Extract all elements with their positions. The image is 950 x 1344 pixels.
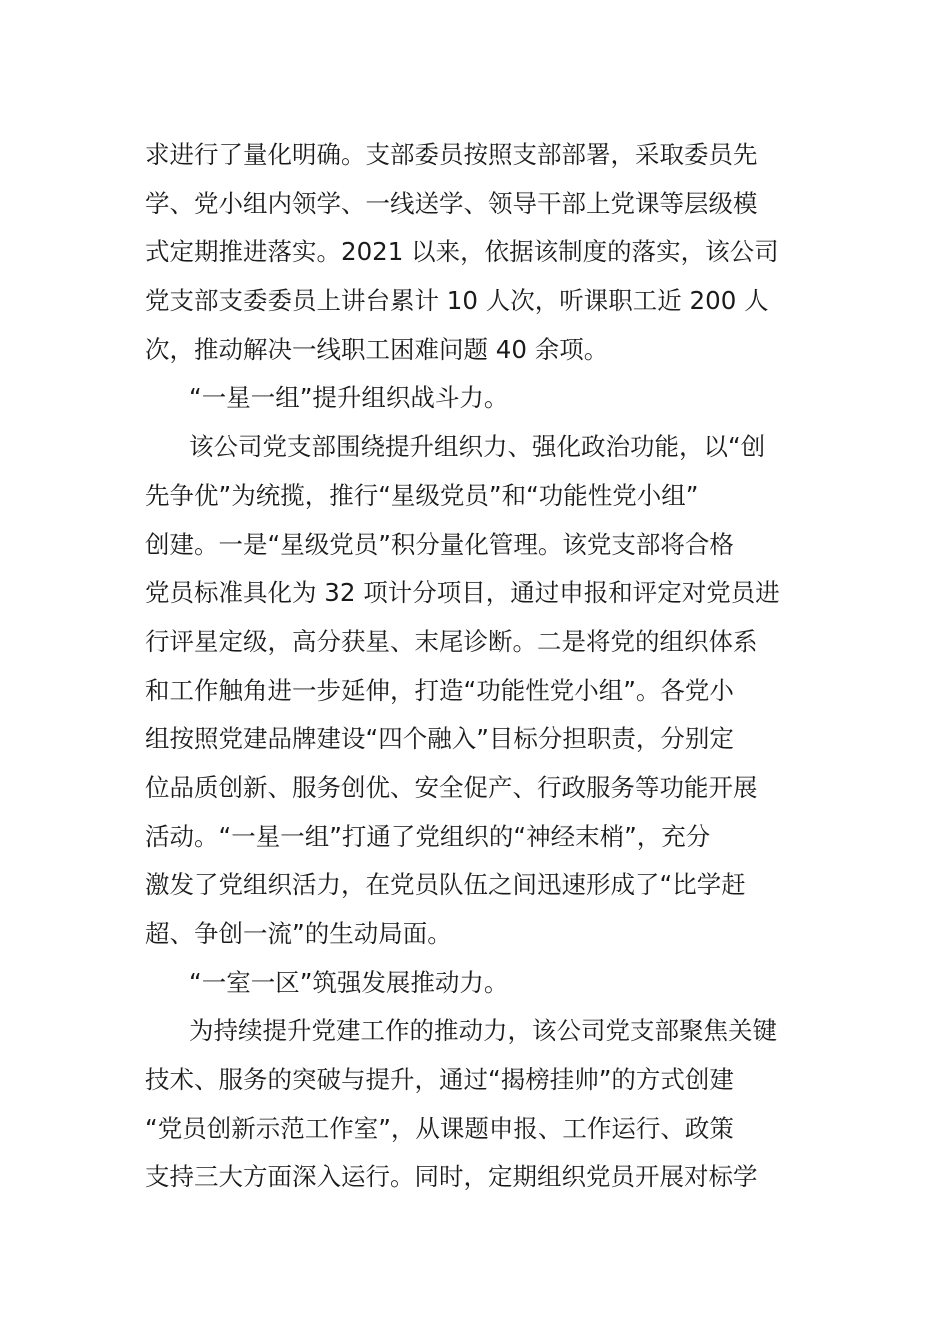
text-line: 求进行了量化明确。支部委员按照支部部署，采取委员先 [145, 140, 758, 169]
text-line: 行评星定级，高分获星、末尾诊断。二是将党的组织体系 [145, 626, 758, 656]
text-line: 次，推动解决一线职工困难问题 40 余项。 [145, 334, 609, 364]
text-line: 支持三大方面深入运行。同时，定期组织党员开展对标学 [145, 1162, 758, 1192]
section-heading: “一星一组”提升组织战斗力。 [189, 383, 509, 413]
text-line: 位品质创新、服务创优、安全促产、行政服务等功能开展 [145, 772, 758, 802]
paragraph-start: 该公司党支部围绕提升组织力、强化政治功能，以“创 [189, 432, 766, 462]
body-text [145, 131, 810, 1202]
paragraph-start: 为持续提升党建工作的推动力，该公司党支部聚焦关键 [189, 1016, 777, 1046]
section-heading: “一室一区”筑强发展推动力。 [189, 967, 509, 997]
text-line: 学、党小组内领学、一线送学、领导干部上党课等层级模 [145, 188, 758, 218]
text-line: 党支部支委委员上讲台累计 10 人次，听课职工近 200 人 [145, 286, 769, 316]
text-line: 和工作触角进一步延伸，打造“功能性党小组”。各党小 [145, 675, 734, 705]
text-line: 激发了党组织活力，在党员队伍之间迅速形成了“比学赶 [145, 870, 746, 900]
text-line: 党员标准具化为 32 项计分项目，通过申报和评定对党员进 [145, 578, 780, 608]
text-line: 式定期推进落实。2021 以来，依据该制度的落实，该公司 [145, 237, 779, 267]
text-line: 技术、服务的突破与提升，通过“揭榜挂帅”的方式创建 [145, 1065, 734, 1095]
text-line: 活动。“一星一组”打通了党组织的“神经末梢”，充分 [145, 821, 711, 851]
text-line: 先争优”为统揽，推行“星级党员”和“功能性党小组” [145, 480, 699, 510]
text-line: 组按照党建品牌建设“四个融入”目标分担职责，分别定 [145, 724, 734, 754]
text-line: “党员创新示范工作室”，从课题申报、工作运行、政策 [145, 1113, 734, 1143]
text-line: 创建。一是“星级党员”积分量化管理。该党支部将合格 [145, 529, 734, 559]
text-line: 超、争创一流”的生动局面。 [145, 919, 452, 948]
